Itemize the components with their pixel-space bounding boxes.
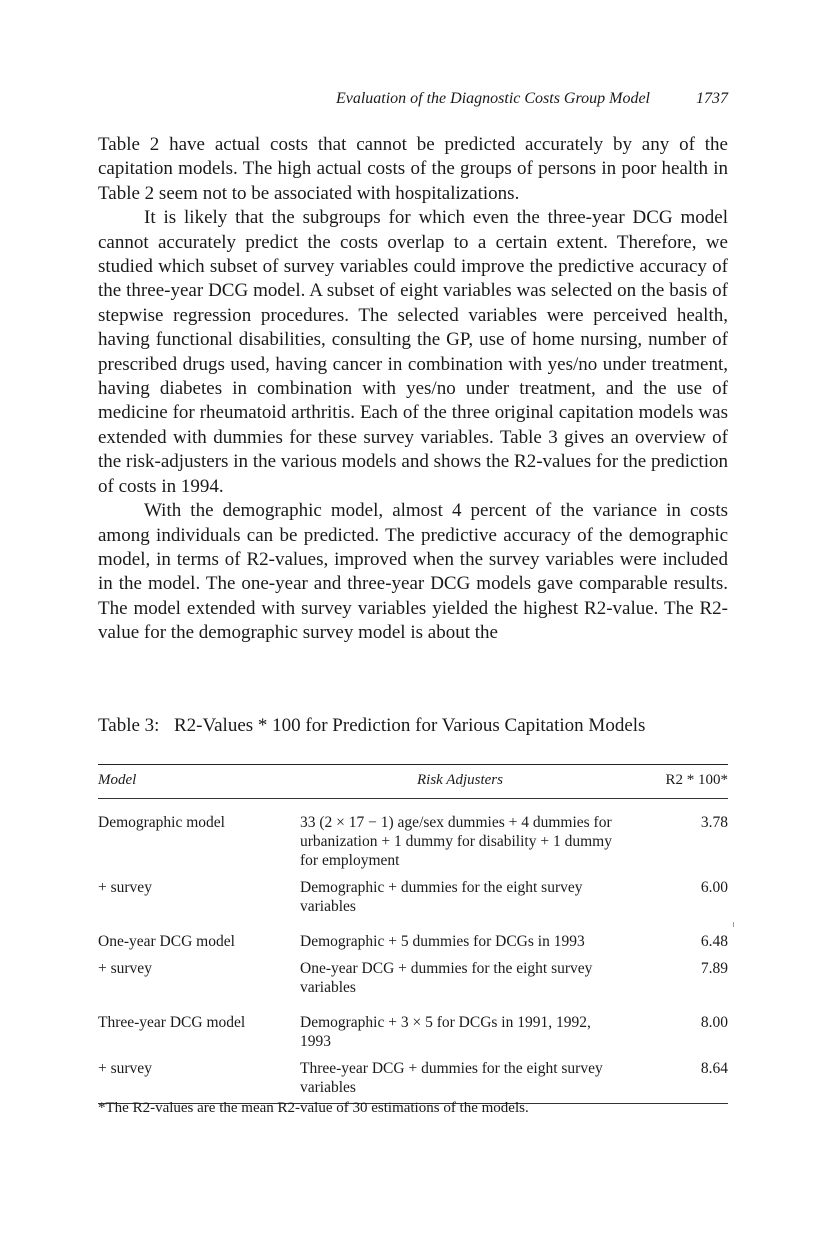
row-risk: Three-year DCG + dummies for the eight survey variables: [300, 1060, 603, 1096]
table-label: Table 3:: [98, 715, 160, 736]
col-model-header: Model: [98, 765, 300, 799]
table-row: [98, 799, 728, 871]
row-value: 8.64: [700, 1060, 728, 1077]
table-footnote: *The R2-values are the mean R2-value of 30 estimations of the models.: [98, 1100, 529, 1116]
row-risk: Demographic + 5 dummies for DCGs in 1993: [300, 933, 585, 950]
row-value: 6.00: [700, 879, 728, 896]
row-risk: One-year DCG + dummies for the eight survey variables: [300, 960, 593, 996]
page-number: 1737: [696, 90, 728, 107]
body-text: [98, 133, 728, 646]
table-row: [98, 916, 728, 951]
paragraph-2: It is likely that the subgroups for which even the three-year DCG model cannot accurately predict the costs overlap to a certain extent. Therefore, we studied which subset of survey variables could improve the predictive accuracy of the three-year DCG model. A subset of eight variables was selected on the basis of stepwise regression procedures. The selected variables were perceived health, having functional disabilities, consulting the GP, use of home nursing, number of prescribed drugs used, having cancer in combination with yes/no under treatment, having diabetes in combination with yes/no under treatment, and the use of medicine for rheumatoid arthritis. Each of the three original capitation models was extended with dummies for these survey variables. Table 3 gives an overview of the risk-adjusters in the various models and shows the R2-values for the prediction of costs in 1994.: [98, 207, 728, 497]
table-row: [98, 951, 728, 997]
table-row: [98, 997, 728, 1051]
paragraph-1: Table 2 have actual costs that cannot be predicted accurately by any of the capitation models. The high actual costs of the groups of persons in poor health in Table 2 seem not to be associated with hospitalizations.: [98, 134, 728, 204]
row-value: 6.48: [700, 933, 728, 950]
row-model: + survey: [98, 879, 152, 896]
running-title: Evaluation of the Diagnostic Costs Group Model: [335, 90, 650, 107]
table-caption: [98, 714, 658, 738]
table-title: R2-Values * 100 for Prediction for Various Capitation Models: [174, 715, 646, 736]
row-value: 3.78: [700, 814, 728, 831]
row-model: + survey: [98, 1060, 152, 1077]
row-value: 7.89: [700, 960, 728, 977]
scan-mark: [733, 922, 734, 927]
paragraph-3: With the demographic model, almost 4 percent of the variance in costs among individuals can be predicted. The predictive accuracy of the demographic model, in terms of R2-values, improved when the survey variables were included in the model. The one-year and three-year DCG models gave comparable results. The model extended with survey variables yielded the highest R2-value. The R2-value for the demographic survey model is about the: [98, 500, 728, 644]
running-head: [98, 90, 728, 114]
row-model: One-year DCG model: [98, 933, 235, 950]
row-model: Demographic model: [98, 814, 225, 831]
table-row: [98, 870, 728, 916]
table-3: [98, 764, 728, 1104]
table-header-row: [98, 765, 728, 799]
row-value: 8.00: [700, 1014, 728, 1031]
col-risk-header: Risk Adjusters: [300, 765, 620, 799]
r2-table: [98, 765, 728, 1103]
row-risk: Demographic + 3 × 5 for DCGs in 1991, 1992, 1993: [300, 1014, 591, 1050]
row-risk: 33 (2 × 17 − 1) age/sex dummies + 4 dummies for urbanization + 1 dummy for disability + 1 dummy for employment: [300, 814, 612, 869]
table-row: [98, 1051, 728, 1103]
col-r2-header: R2 * 100*: [620, 765, 728, 799]
row-risk: Demographic + dummies for the eight survey variables: [300, 879, 583, 915]
row-model: + survey: [98, 960, 152, 977]
row-model: Three-year DCG model: [98, 1014, 246, 1031]
